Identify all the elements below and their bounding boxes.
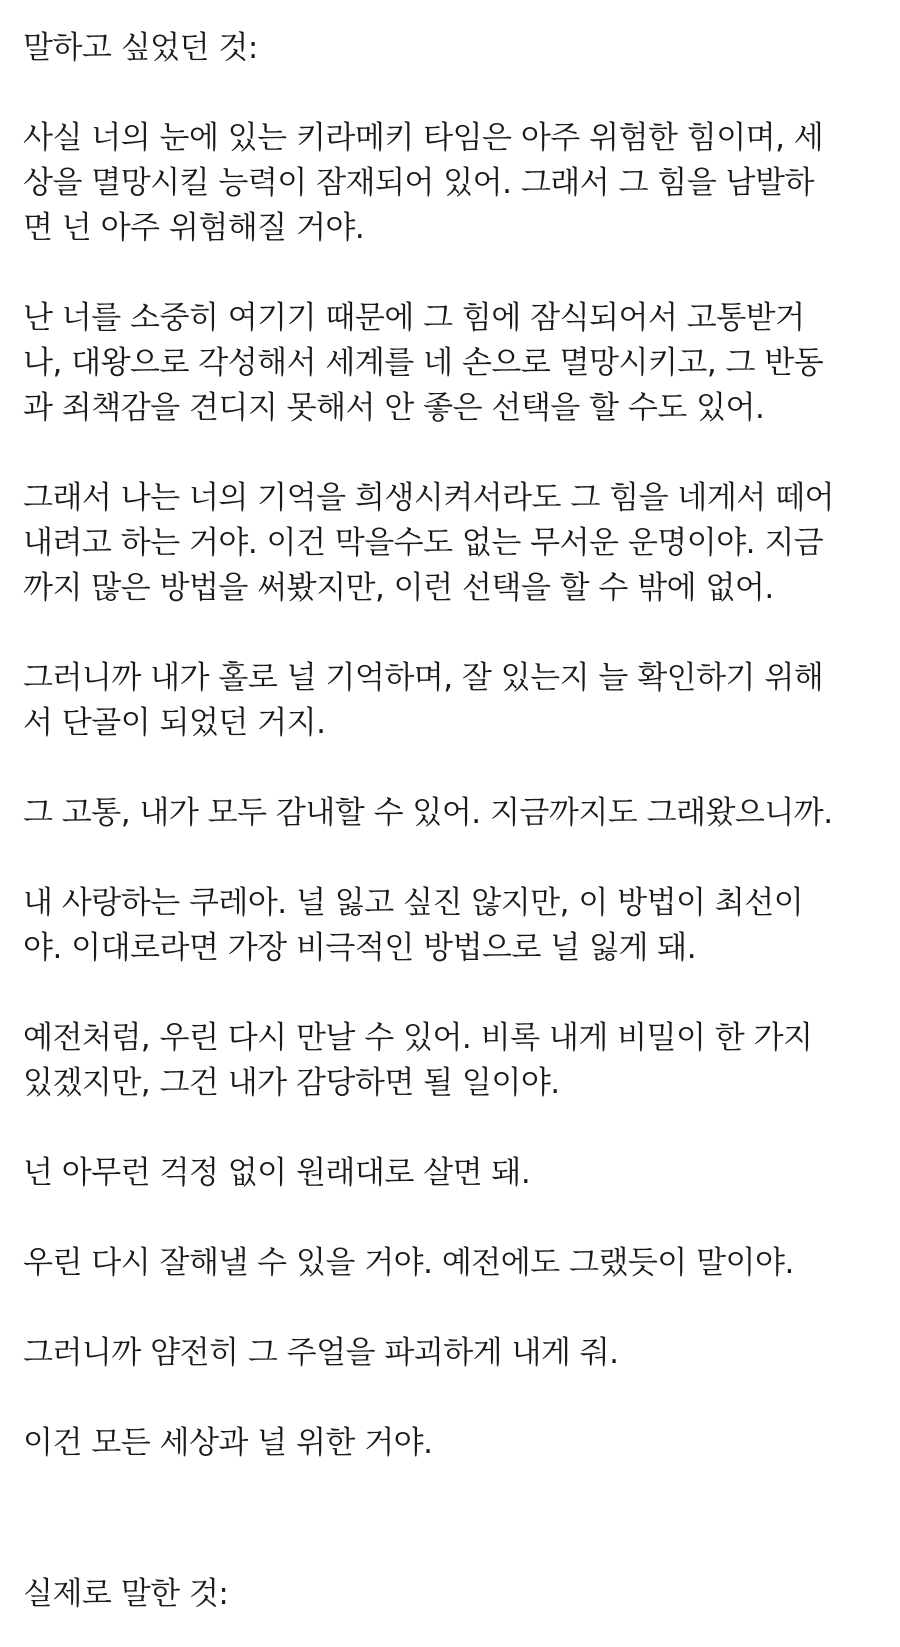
text-line: 예전처럼, 우린 다시 만날 수 있어. 비록 내게 비밀이 한 가지 [23, 1020, 813, 1056]
paragraph-9 [23, 1241, 883, 1286]
text-line: 사실 너의 눈에 있는 키라메키 타임은 아주 위험한 힘이며, 세 [23, 120, 824, 156]
text-line: 내려고 하는 거야. 이건 막을수도 없는 무서운 운명이야. 지금 [23, 525, 824, 561]
spacer [23, 1376, 883, 1421]
spacer [23, 1466, 883, 1572]
spacer [23, 611, 883, 656]
spacer [23, 1286, 883, 1331]
spacer [23, 71, 883, 116]
text-line: 이건 모든 세상과 널 위한 거야. [23, 1425, 433, 1461]
spacer [23, 1196, 883, 1241]
text-line: 그러니까 얌전히 그 주얼을 파괴하게 내게 줘. [23, 1335, 619, 1371]
paragraph-3 [23, 476, 883, 611]
spacer [23, 251, 883, 296]
text-line: 서 단골이 되었던 거지. [23, 705, 326, 741]
document-body [23, 0, 883, 1617]
text-line: 그러니까 내가 홀로 널 기억하며, 잘 있는지 늘 확인하기 위해 [23, 660, 824, 696]
text-line: 까지 많은 방법을 써봤지만, 이런 선택을 할 수 밖에 없어. [23, 570, 774, 606]
paragraph-5 [23, 791, 883, 836]
paragraph-11 [23, 1421, 883, 1466]
heading-actually-said: 실제로 말한 것: [23, 1576, 229, 1612]
spacer [23, 836, 883, 881]
paragraph-6 [23, 881, 883, 971]
heading-wanted-to-say: 말하고 싶었던 것: [23, 30, 258, 66]
spacer [23, 971, 883, 1016]
spacer [23, 746, 883, 791]
text-line: 과 죄책감을 견디지 못해서 안 좋은 선택을 할 수도 있어. [23, 390, 765, 426]
paragraph-1 [23, 116, 883, 251]
text-line: 그래서 나는 너의 기억을 희생시켜서라도 그 힘을 네게서 떼어 [23, 480, 834, 516]
paragraph-2 [23, 296, 883, 431]
spacer [23, 431, 883, 476]
text-line: 넌 아무런 걱정 없이 원래대로 살면 돼. [23, 1155, 531, 1191]
text-line: 그 고통, 내가 모두 감내할 수 있어. 지금까지도 그래왔으니까. [23, 795, 833, 831]
text-line: 난 너를 소중히 여기기 때문에 그 힘에 잠식되어서 고통받거 [23, 300, 805, 336]
spacer [23, 1106, 883, 1151]
paragraph-10 [23, 1331, 883, 1376]
text-line: 면 넌 아주 위험해질 거야. [23, 210, 365, 246]
text-line: 나, 대왕으로 각성해서 세계를 네 손으로 멸망시키고, 그 반동 [23, 345, 824, 381]
paragraph-7 [23, 1016, 883, 1106]
text-line: 내 사랑하는 쿠레아. 널 잃고 싶진 않지만, 이 방법이 최선이 [23, 885, 804, 921]
text-line: 상을 멸망시킬 능력이 잠재되어 있어. 그래서 그 힘을 남발하 [23, 165, 814, 201]
paragraph-8 [23, 1151, 883, 1196]
paragraph-4 [23, 656, 883, 746]
text-line: 우린 다시 잘해낼 수 있을 거야. 예전에도 그랬듯이 말이야. [23, 1245, 794, 1281]
text-line: 있겠지만, 그건 내가 감당하면 될 일이야. [23, 1065, 560, 1101]
text-line: 야. 이대로라면 가장 비극적인 방법으로 널 잃게 돼. [23, 930, 697, 966]
